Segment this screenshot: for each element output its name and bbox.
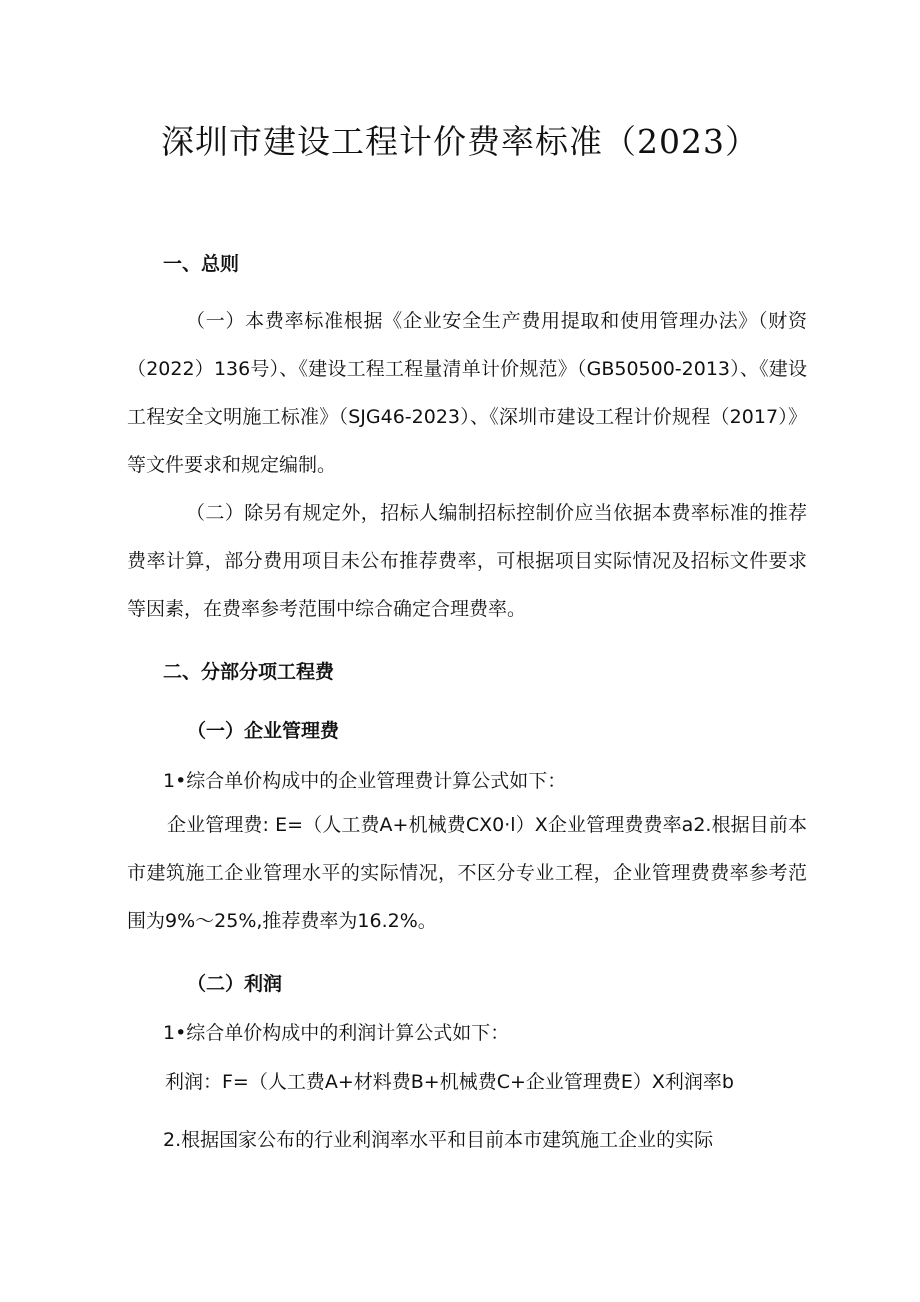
general-paragraph-1: （一）本费率标准根据《企业安全生产费用提取和使用管理办法》（财资（2022）136号）、《建设工程工程量清单计价规范》（GB50500-2013）、《建设工程安全文明施工标准》（SJG46-2023）、《深圳市建设工程计价规程（2017）》等文件要求和规定编制。 [127, 310, 807, 476]
subsection-heading-profit: （二）利润 [187, 973, 283, 995]
general-paragraph-2: （二）除另有规定外，招标人编制招标控制价应当依据本费率标准的推荐费率计算，部分费用项目未公布推荐费率，可根据项目实际情况及招标文件要求等因素，在费率参考范围中综合确定合理费率。 [127, 502, 807, 620]
section-heading-subitem-cost: 二、分部分项工程费 [163, 661, 335, 683]
profit-item-2: 2.根据国家公布的行业利润率水平和目前本市建筑施工企业的实际 [163, 1129, 714, 1151]
management-fee-item-1: 1•综合单价构成中的企业管理费计算公式如下： [163, 770, 567, 792]
subsection-heading-management-fee: （一）企业管理费 [187, 720, 340, 742]
section-heading-general: 一、总则 [163, 253, 240, 275]
management-fee-formula-paragraph: 企业管理费: E=（人工费A+机械费CX0·l）X企业管理费费率a2.根据目前本市建筑施工企业管理水平的实际情况，不区分专业工程，企业管理费费率参考范围为9%〜25%,推荐费率为16.2%。 [127, 814, 807, 932]
document-title: 深圳市建设工程计价费率标准（2023） [161, 122, 759, 161]
profit-formula: 利润：F=（人工费A+材料费B+机械费C+企业管理费E）X利润率b [165, 1071, 734, 1093]
profit-item-1: 1•综合单价构成中的利润计算公式如下： [163, 1022, 510, 1044]
